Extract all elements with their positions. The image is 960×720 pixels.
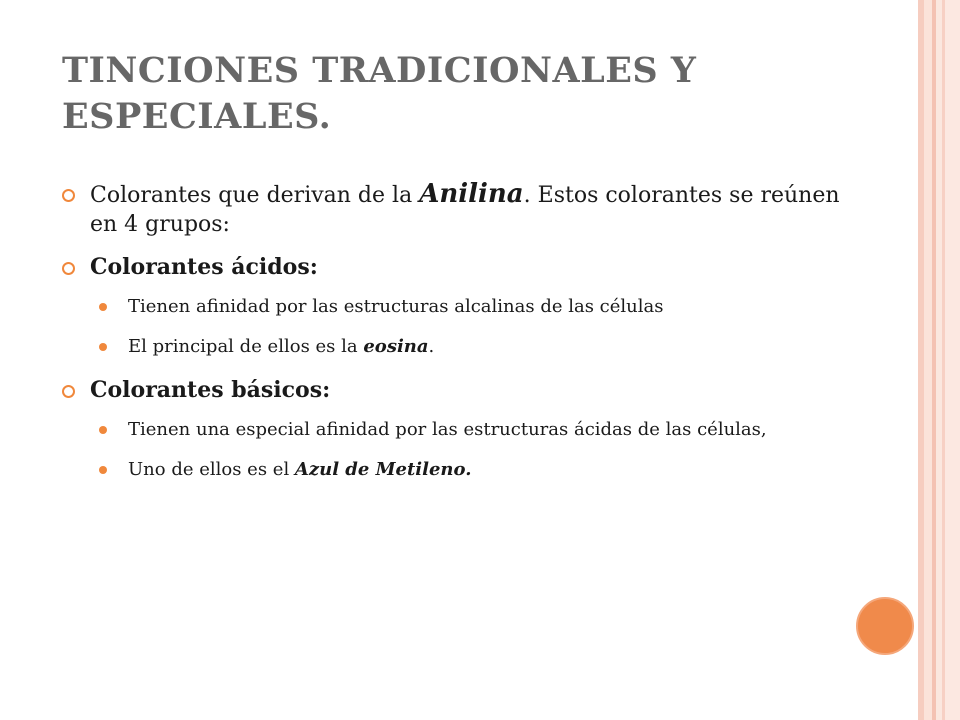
decorative-stripe [945, 0, 960, 720]
acidos-item-text: Tienen afinidad por las estructuras alcalinas de las células [128, 296, 664, 317]
acidos-item [62, 296, 852, 318]
dot-bullet-icon [99, 303, 107, 311]
slide-content [62, 180, 852, 499]
decorative-circle [856, 597, 914, 655]
basicos-item [62, 459, 852, 481]
acidos-item-text-before: El principal de ellos es la [128, 336, 364, 357]
basicos-item-text: Tienen una especial afinidad por las estructuras ácidas de las células, [128, 419, 767, 440]
anilina-emphasis: Anilina [419, 179, 524, 209]
azul-metileno-emphasis: Azul de Metileno. [294, 459, 472, 480]
acidos-heading [62, 253, 852, 282]
eosina-emphasis: eosina [363, 336, 429, 357]
dot-bullet-icon [99, 343, 107, 351]
acidos-item-text-after: . [428, 336, 435, 357]
acidos-heading-text: Colorantes ácidos: [90, 254, 318, 280]
slide-title: TINCIONES TRADICIONALES Y ESPECIALES. [62, 50, 697, 137]
basicos-item-text-before: Uno de ellos es el [128, 459, 295, 480]
dot-bullet-icon [99, 466, 107, 474]
dot-bullet-icon [99, 426, 107, 434]
ring-bullet-icon [62, 262, 75, 275]
ring-bullet-icon [62, 189, 75, 202]
intro-text-after: . Estos colorantes se reúnen en 4 grupos: [90, 183, 840, 237]
basicos-heading [62, 376, 852, 405]
ring-bullet-icon [62, 385, 75, 398]
basicos-item [62, 419, 852, 441]
intro-bullet [62, 180, 852, 239]
acidos-item [62, 336, 852, 358]
intro-text-before: Colorantes que derivan de la [90, 183, 420, 208]
basicos-heading-text: Colorantes básicos: [90, 377, 331, 403]
decorative-stripe [924, 0, 932, 720]
